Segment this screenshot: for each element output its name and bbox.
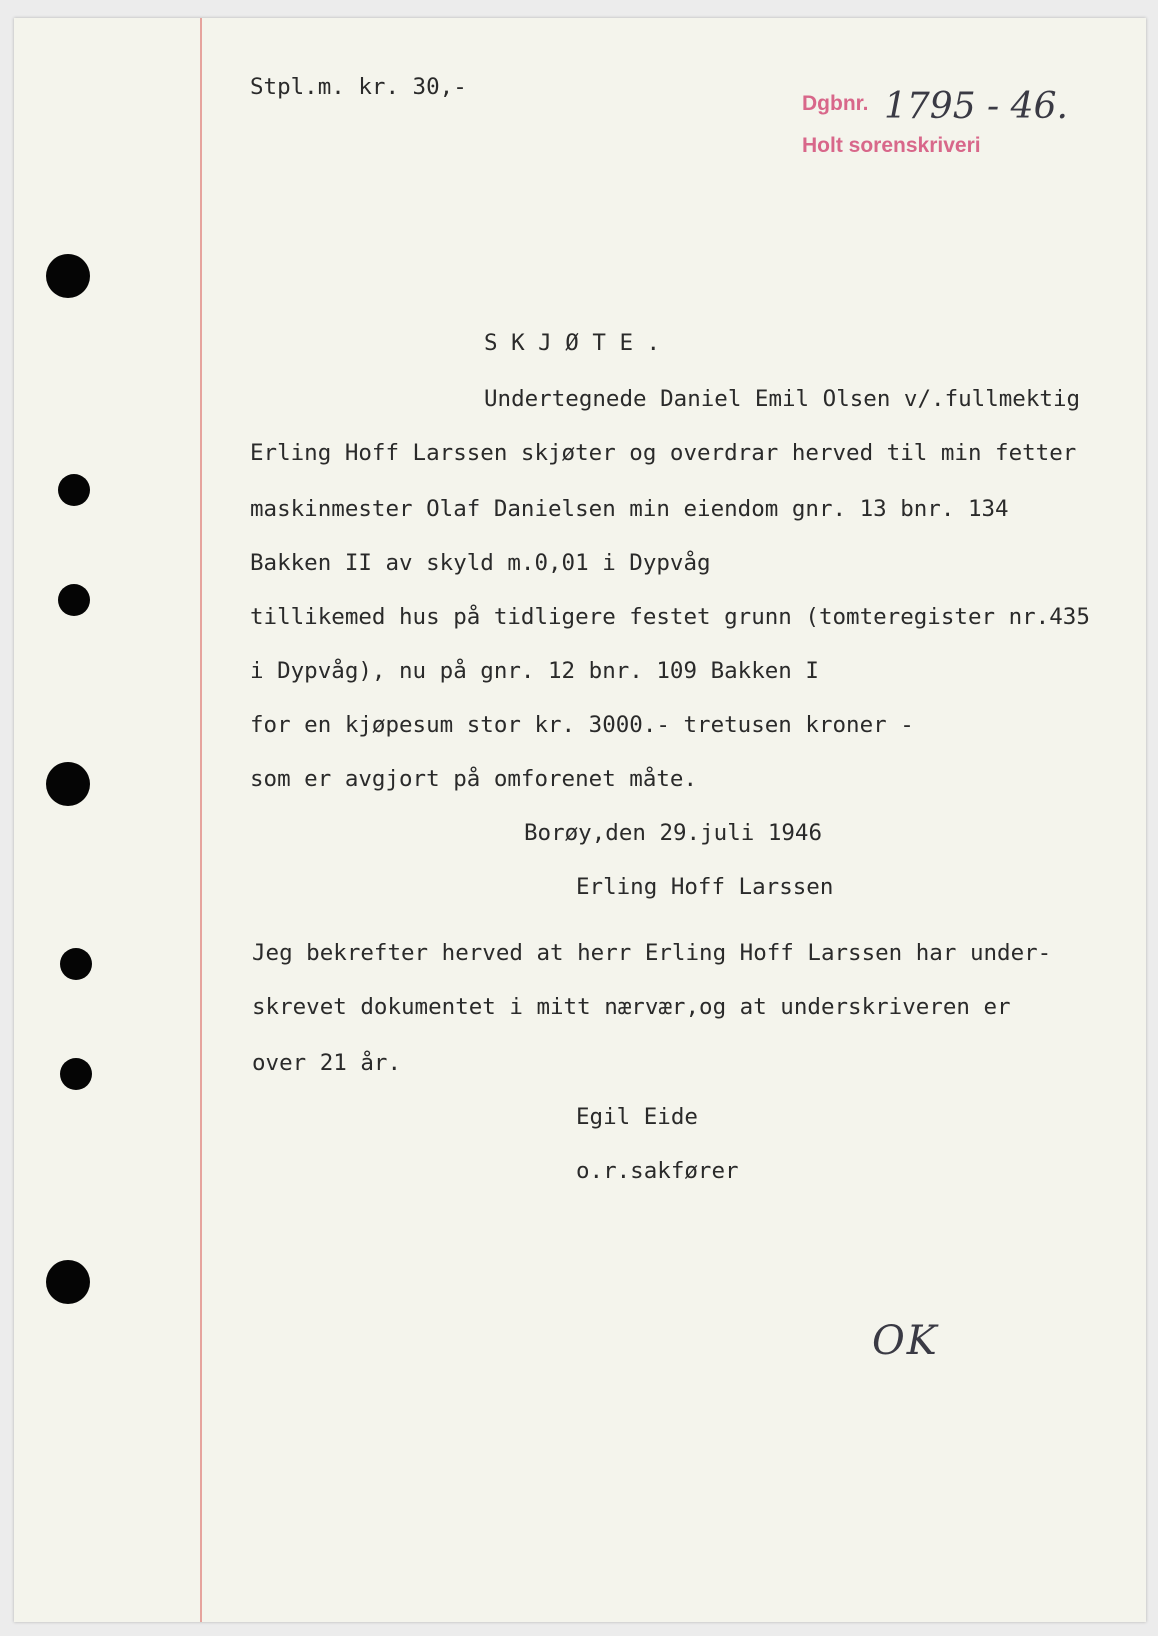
punch-hole [46,254,90,298]
deed-line: Bakken II av skyld m.0,01 i Dypvåg [250,550,711,576]
deed-line: Erling Hoff Larssen skjøter og overdrar herved til min fetter [250,440,1077,466]
deed-line: maskinmester Olaf Danielsen min eiendom gnr. 13 bnr. 134 [250,496,1009,522]
deed-line: i Dypvåg), nu på gnr. 12 bnr. 109 Bakken I [250,658,819,684]
witness-title: o.r.sakfører [576,1158,739,1184]
punch-hole [58,474,90,506]
punch-hole [60,1058,92,1090]
place-date: Borøy,den 29.juli 1946 [524,820,823,846]
stamp-duty-note: Stpl.m. kr. 30,- [250,74,467,100]
deed-line: for en kjøpesum stor kr. 3000.- tretusen kroner - [250,712,914,738]
punch-hole [46,1260,90,1304]
attestation-line: skrevet dokumentet i mitt nærvær,og at underskriveren er [252,994,1011,1020]
punch-hole [60,948,92,980]
deed-line: Undertegnede Daniel Emil Olsen v/.fullmektig [484,386,1081,412]
deed-line: tillikemed hus på tidligere festet grunn (tomteregister nr.435 [250,604,1090,630]
ok-annotation-handwritten: OK [872,1318,939,1364]
document-page [14,18,1146,1622]
registry-stamp-office: Holt sorenskriveri [802,134,981,157]
document-title: S K J Ø T E . [484,330,661,356]
punch-hole [58,584,90,616]
signer-name: Erling Hoff Larssen [576,874,834,900]
margin-rule [200,18,202,1622]
attestation-line: Jeg bekrefter herved at herr Erling Hoff Larssen har under- [252,940,1052,966]
deed-line: som er avgjort på omforenet måte. [250,766,698,792]
attestation-line: over 21 år. [252,1050,402,1076]
registry-stamp-label: Dgbnr. [802,92,869,115]
witness-name: Egil Eide [576,1104,698,1130]
punch-hole [46,762,90,806]
registry-number-handwritten: 1795 - 46. [884,86,1068,127]
